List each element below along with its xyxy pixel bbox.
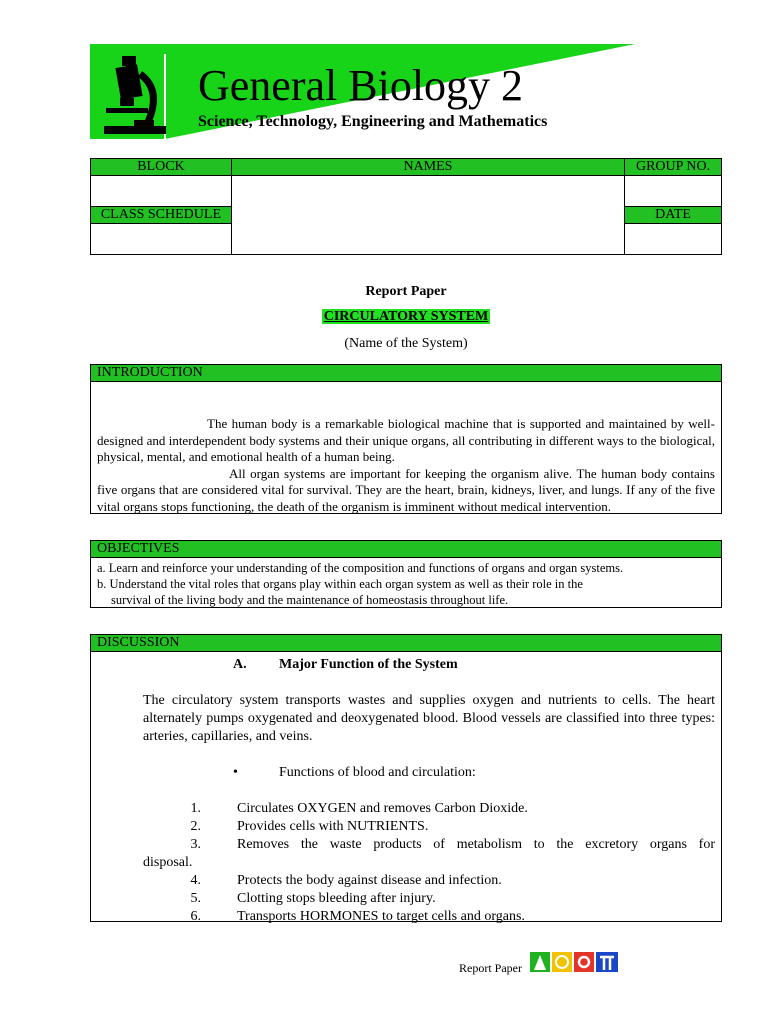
- bullet-item: [233, 764, 476, 782]
- list-number: 4.: [190, 873, 201, 888]
- list-text: Circulates OXYGEN and removes Carbon Dioxide.: [237, 801, 528, 816]
- system-hint: (Name of the System): [344, 336, 468, 351]
- page-subtitle: Science, Technology, Engineering and Mathematics: [198, 113, 548, 130]
- list-number: 6.: [190, 909, 201, 924]
- introduction-paragraph-2: All organ systems are important for keeping the organism alive. The human body contains five organs that are considered vital for survival. They are the heart, brain, kidneys, liver, and lungs. If any of the five vital organs stops functioning, the death of the organism is imminent without medical intervention.: [97, 465, 715, 514]
- discussion-paragraph: The circulatory system transports wastes and supplies oxygen and nutrients to cells. The heart alternately pumps oxygenated and deoxygenated blood. Blood vessels are classified into three types: arteries, capillaries, and veins.: [143, 693, 715, 744]
- page-title: General Biology 2: [198, 61, 524, 110]
- list-item: [143, 872, 715, 890]
- info-table: [90, 158, 722, 255]
- introduction-paragraph-1: The human body is a remarkable biological machine that is supported and maintained by well-designed and interdependent body systems and their unique organs, all contributing in different ways to the biological, physical, mental, and emotional health of a human being.: [97, 416, 715, 464]
- footer-label: Report Paper: [459, 961, 522, 975]
- names-header: NAMES: [231, 159, 624, 176]
- group-no-field[interactable]: [625, 176, 722, 207]
- list-number: 1.: [190, 801, 201, 816]
- objectives-label: OBJECTIVES: [91, 541, 721, 558]
- block-field[interactable]: [91, 176, 232, 207]
- names-field[interactable]: [231, 176, 624, 255]
- report-heading: Report Paper: [365, 284, 447, 299]
- list-item: [143, 800, 715, 818]
- list-number: 3.: [190, 837, 201, 852]
- list-text: Provides cells with NUTRIENTS.: [237, 819, 429, 834]
- date-header: DATE: [625, 207, 722, 224]
- introduction-label: INTRODUCTION: [91, 365, 721, 382]
- bullet-symbol: •: [233, 765, 238, 780]
- objectives-section: [90, 540, 722, 608]
- list-text: Transports HORMONES to target cells and organs.: [237, 909, 525, 924]
- block-header: BLOCK: [91, 159, 232, 176]
- microscope-icon: [100, 50, 170, 135]
- class-schedule-header: CLASS SCHEDULE: [91, 207, 232, 224]
- list-item: [143, 908, 715, 926]
- section-title: Major Function of the System: [279, 657, 458, 672]
- section-letter: A.: [233, 657, 247, 672]
- objective-b-line-1: b. Understand the vital roles that organs play within each organ system as well as their role in the: [97, 577, 583, 591]
- objective-a: a. Learn and reinforce your understanding of the composition and functions of organs and organ systems.: [97, 561, 624, 575]
- bullet-text: Functions of blood and circulation:: [279, 765, 476, 780]
- list-item: [143, 818, 715, 836]
- list-text: Removes the waste products of metabolism to the excretory organs for: [237, 837, 715, 852]
- list-item: [143, 890, 715, 908]
- system-name: CIRCULATORY SYSTEM: [323, 309, 489, 324]
- group-no-header: GROUP NO.: [625, 159, 722, 176]
- class-schedule-field[interactable]: [91, 224, 232, 255]
- date-field[interactable]: [625, 224, 722, 255]
- list-item-continuation: [143, 854, 715, 872]
- section-a-heading: [233, 656, 458, 674]
- discussion-label: DISCUSSION: [91, 635, 721, 652]
- list-text: disposal.: [143, 855, 193, 870]
- list-text: Clotting stops bleeding after injury.: [237, 891, 436, 906]
- system-name-row: [90, 309, 722, 325]
- steam-logo-icon: [530, 950, 620, 974]
- list-number: 5.: [190, 891, 201, 906]
- objective-b-line-2: survival of the living body and the maintenance of homeostasis throughout life.: [111, 593, 509, 607]
- introduction-section: [90, 364, 722, 514]
- list-text: Protects the body against disease and infection.: [237, 873, 502, 888]
- discussion-section: [90, 634, 722, 922]
- list-number: 2.: [190, 819, 201, 834]
- functions-list: [143, 800, 715, 926]
- list-item: [143, 836, 715, 854]
